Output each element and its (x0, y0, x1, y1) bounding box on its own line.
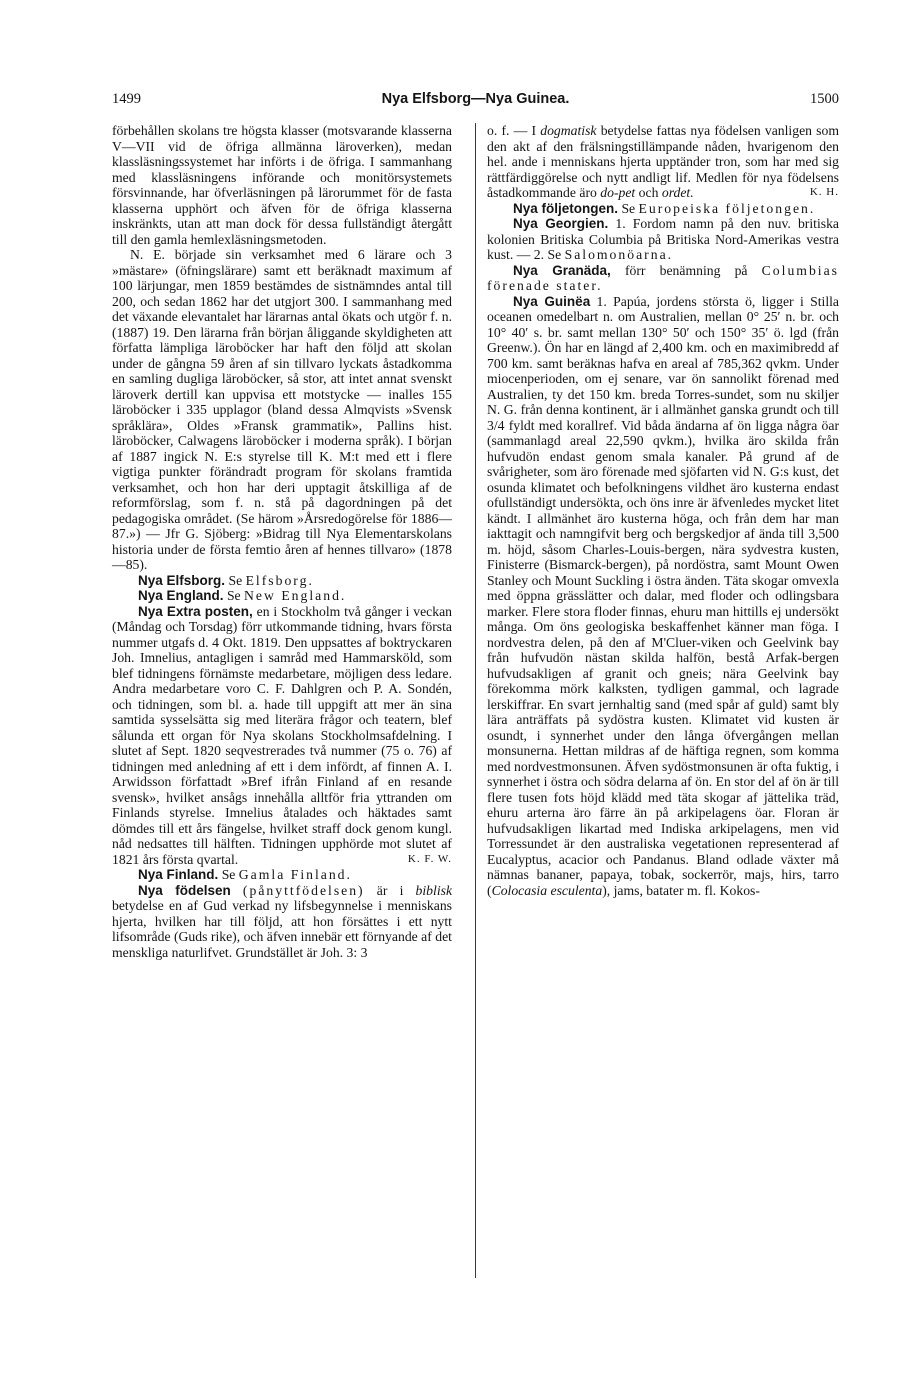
cross-reference: Gamla Finland. (238, 867, 352, 882)
page-number-right: 1500 (810, 91, 839, 107)
entry-text: o. f. — I (487, 123, 537, 138)
see-label: Se (226, 588, 241, 603)
entry-headword: Nya Granäda, (513, 262, 611, 278)
cross-reference: Columbias förenade stater. (487, 262, 839, 293)
entry-headword: Nya Finland. (138, 867, 219, 882)
italic-term: Colocasia esculenta (491, 882, 603, 898)
right-column (487, 123, 839, 898)
author-signature: K. H. (809, 186, 839, 198)
paragraph-continued: förbehållen skolans tre högsta klasser (motsvarande klasserna V—VII vid de öfriga allmänna läroverken), medan klassläsningssystemet har införts i de öfriga. I sammanhang med klassläsningens införande och monitörsystemets försvinnande, har öfverläsningen på lärorummet för de fasta klasserna upphört och äfven för de öfriga klasserna inskränkts, utan att man dock för dessa fullständigt återgått till den gamla hemlexläsningsmetoden. (112, 123, 452, 247)
entry-text: betydelse en af Gud verkad ny lifsbegynnelse i menniskans hjerta, hvilken har till följd, att hon försättes i ett nytt lifsområde (Guds rike), och äfven innebär ett förnyande af det menskliga naturlifvet. Grundstället är Joh. 3: 3 (112, 898, 452, 960)
column-divider (475, 123, 476, 1278)
cross-reference: New England. (244, 588, 347, 603)
entry-headword: Nya Guinëa (513, 293, 591, 309)
entry-text: är i (376, 882, 404, 898)
running-title: Nya Elfsborg—Nya Guinea. (381, 91, 570, 107)
italic-term: do-pet (600, 185, 636, 200)
entry-headword: Nya Elfsborg. (138, 572, 226, 588)
see-label: Se (621, 200, 636, 216)
entry-text: betydelse fattas nya födelsen vanligen som den akt af den frälsningstillämpande nåden, hvarigenom den hel. ande i menniskans hjerta upptänder tron, som har med sig rättfärdiggörelse och nytt andligt lif. Medlen för nya födelsens åstadkommande äro (487, 123, 839, 200)
entry-text: ), jams, batater m. fl. Kokos- (602, 882, 760, 898)
cross-reference: Elfsborg. (245, 572, 314, 588)
entry-nya-england (112, 588, 452, 604)
entry-text: 1. Papúa, jordens största ö, ligger i Stilla oceanen omedelbart n. om Australien, mellan 0° 25′ n. br. och 10° 40′ s. br. samt mellan 130° 50′ och 150° 35′ ö. lgd (från Greenw.). Ön har en längd af 2,400 km. och en maximibredd af 700 km. samt beräknas hafva en areal af 785,362 qvkm. Under miocenperioden, om ej senare, var ön sannolikt förenad med Australien, ty det 150 km. breda Torres-sundet, som nu skiljer N. G. från denna kontinent, är i allmänhet ganska grundt och till 3/4 fyldt med korallref. Vid båda ändarna af ön ligga några öar (sammanlagd areal 22,590 qvkm.), hvilka äro skilda från hufvudön endast genom smala kanaler. På grund af de svårigheter, som äro förenade med sjöfarten vid N. G:s kust, det osunda klimatet och befolkningens vildhet äro kusterna endast ofullständigt undersökta, och öns inre är äfvenledes mycket litet kändt. I allmänhet äro kusterna höga, och från dem har man iakttagit och namngifvit berg och bergskedjor af ända till 3,500 m. höjd, såsom Charles-Louis-bergen, nära sydvestra kusten, Finisterre (Bismarck-bergen), på nordöstra, samt Mount Owen Stanley och Mount Suckling i östra änden. Täta skogar omvexla med öppna grässlätter och dalar, med floder och odlingsbara marker. Flere stora floder finnas, ehuru man hittills ej undersökt många. Om öns geologiska beskaffenhet känner man föga. I nordvestra delen, på den af M'Cluer-viken och Geelvink bay från hufvudön nästan skilda halfön, bestå Arfak-bergen hufvudsakligen af granit och gneis; nära Geelvink bay förekomma mörk kalksten, tydligen gammal, och lagrade lerskiffrar. En svart jernhaltig sand (med spår af guld) samt bly lära anträffats på sydöstra kusten. Klimatet vid kusten är osundt, i synnerhet under den långa öfvergången mellan monsunerna. Hettan mildras af de häftiga regnen, som komma med nordvestmonsunen. Äfven sydöstmonsunen är ofta fuktig, i synnerhet i östra och södra delarna af ön. En stor del af ön är till flere tusen fots höjd klädd med täta skogar af jättelika träd, ehuru arterna äro färre än på arkipelagens öar. Floran är hufvudsakligen likartad med Indiska arkipelagens, men vid Torressundet är den australiska vegetationen representerad af Eucalyptus, acacior och Pandanus. Bland odlade växter må nämnas bananer, papaya, tobak, sockerrör, majs, hirs, tarro ( (487, 293, 840, 898)
entry-headword: Nya födelsen (138, 882, 231, 898)
cross-reference: Salomonöarna. (564, 247, 674, 262)
italic-term: biblisk (415, 882, 453, 898)
entry-text: 1. Fordom namn på den nuv. britiska kolonien Britiska Columbia på Britiska Nord-Amerikas vestra kust. — 2. Se (487, 216, 840, 262)
entry-headword: Nya Extra posten, (138, 603, 253, 619)
entry-nya-granada (487, 263, 839, 294)
see-label: Se (228, 572, 243, 588)
cross-reference: Europeiska följetongen. (638, 200, 816, 216)
page-header (112, 91, 839, 111)
entry-text: en i Stockholm två gånger i veckan (Måndag och Torsdag) förr utkommande tidning, hvars första nummer utgafs d. 4 Okt. 1819. Den uppsattes af boktryckaren Joh. Imnelius, antagligen i samråd med Hammarsköld, som blef tidningens förnämste medarbetare, möjligen dess ledare. Andra medarbetare voro C. F. Dahlgren och P. A. Sondén, och tidningen, som bl. a. hade till uppgift att mer än sina samtida sysselsätta sig med literära frågor och teatern, blef sålunda ett organ för Nya skolans Stockholmsafdelning. I slutet af Sept. 1820 seqvestrerades två nummer (75 o. 76) af tidningen med anledning af ett i dem infördt, af finnen A. I. Arwidsson författadt »Bref ifrån Finland af en resande svensk», hvilket ansågs innehålla alltför fria yttranden om Finlands styrelse. Imnelius åtalades och häktades samt dömdes till ett års fängelse, hvilket straff dock genom kungl. nåd nedsattes till hälften. Tidningen upphörde mot slutet af 1821 års första qvartal. (112, 603, 453, 867)
entry-nya-georgien (487, 216, 839, 263)
author-signature: K. F. W. (407, 852, 452, 865)
entry-nya-extra-posten (112, 604, 452, 868)
page-number-left: 1499 (112, 91, 141, 107)
entry-headword: Nya England. (138, 588, 224, 603)
entry-text: förr benämning på (624, 262, 748, 278)
left-column (112, 123, 452, 960)
paragraph-continued (487, 123, 839, 201)
entry-nya-elfsborg (112, 573, 452, 589)
entry-nya-finland (112, 867, 452, 883)
paragraph-ne-history: N. E. började sin verksamhet med 6 lärare och 3 »mästare» (öfningslärare) samt ett beräknadt maximum af 100 lärjungar, men 1859 bestämdes de sistnämndes antal till 200, och sedan 1862 har det utgjort 300. I sammanhang med det växande elevantalet har lärarnas antal ökats och utgör f. n. (1887) 19. Den lärarna från början åliggande skyldigheten att författa lämpliga läroböcker har haft den följd att skolan under de gångna 59 åren af sin tillvaro lyckats åstadkomma en samling dugliga läroböcker, så stor, att intet annat svenskt läroverk dertill kan uppvisa ett motstycke — inalles 155 läroböcker i 335 upplagor (bland dessa Almqvists »Svensk språklära», Oldes »Fransk grammatik», Pallins hist. läroböcker, Calwagens läroböcker i moderna språk). I början af 1887 ingick N. E:s styrelse till K. M:t med ett i flere vigtiga punkter förändradt program för skolans framtida verksamhet, och hon har deri upptagit åtskilliga af de reformförslag, som f. n. stå på dagordningen på det pedagogiska området. (Se härom »Årsredogörelse för 1886—87.») — Jfr G. Sjöberg: »Bidrag till Nya Elementarskolans historia under de första femtio åren af hennes tillvaro» (1878—85). (112, 247, 452, 572)
entry-headword: Nya följetongen. (513, 200, 619, 216)
italic-term: ordet. (661, 185, 694, 200)
entry-headword: Nya Georgien. (513, 216, 609, 231)
spaced-term: (pånyttfödelsen) (242, 882, 365, 898)
entry-nya-fodelsen (112, 883, 452, 961)
entry-text: och (638, 185, 659, 200)
see-label: Se (221, 867, 236, 882)
entry-nya-foljetongen (487, 201, 839, 217)
entry-nya-guinea (487, 294, 839, 899)
italic-term: dogmatisk (540, 123, 597, 138)
